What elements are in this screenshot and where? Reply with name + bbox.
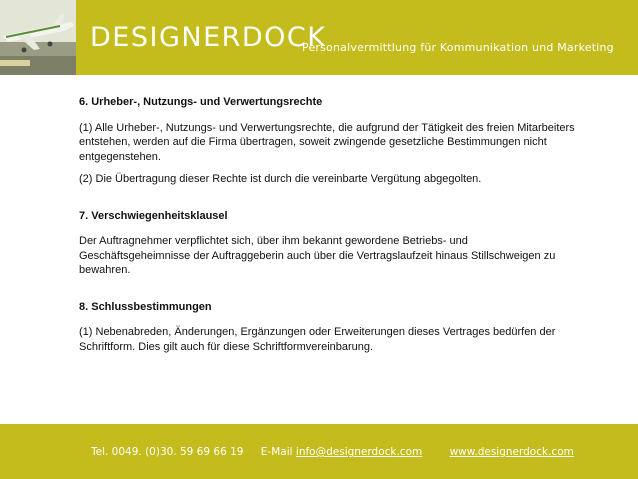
airplane-photo-icon xyxy=(0,0,76,75)
header-tagline: Personalvermittlung für Kommunikation und Marketing xyxy=(302,41,614,54)
section-paragraph: (2) Die Übertragung dieser Rechte ist durch die vereinbarte Vergütung abgegolten. xyxy=(79,173,482,185)
footer-bar xyxy=(0,424,638,479)
header-bar xyxy=(0,0,638,75)
section-heading: 6. Urheber-, Nutzungs- und Verwertungsrechte xyxy=(79,96,323,108)
email-link[interactable]: info@designerdock.com xyxy=(295,446,423,458)
section-paragraph: (1) Alle Urheber-, Nutzungs- und Verwertungsrechte, die aufgrund der Tätigkeit des freien Mitarbeiters entstehen, werden auf die Firma übertragen, soweit zwingende gesetzliche Bestimmungen nicht entgegenstehen. xyxy=(79,121,575,163)
contact-line xyxy=(91,446,574,459)
section-heading: 7. Verschwiegenheitsklausel xyxy=(79,209,228,222)
phone-number: Tel. 0049. (0)30. 59 69 66 19 xyxy=(91,446,244,458)
section-paragraph: Der Auftragnehmer verpflichtet sich, über ihm bekannt gewordene Betriebs- und Geschäftsgeheimnisse der Auftraggeberin auch über die Vertragslaufzeit hinaus Stillschweigen zu bewahren. xyxy=(79,235,556,276)
section-paragraph: (1) Nebenabreden, Änderungen, Ergänzungen oder Erweiterungen dieses Vertrages bedürfen der Schriftform. Dies gilt auch für diese Schriftformvereinbarung. xyxy=(79,326,556,353)
contract-content xyxy=(79,95,579,354)
email-label: E-Mail xyxy=(260,446,293,458)
brand-logo-text: DESIGNERDOCK xyxy=(90,22,327,53)
section-heading: 8. Schlussbestimmungen xyxy=(79,300,212,313)
website-link[interactable]: www.designerdock.com xyxy=(449,446,574,458)
